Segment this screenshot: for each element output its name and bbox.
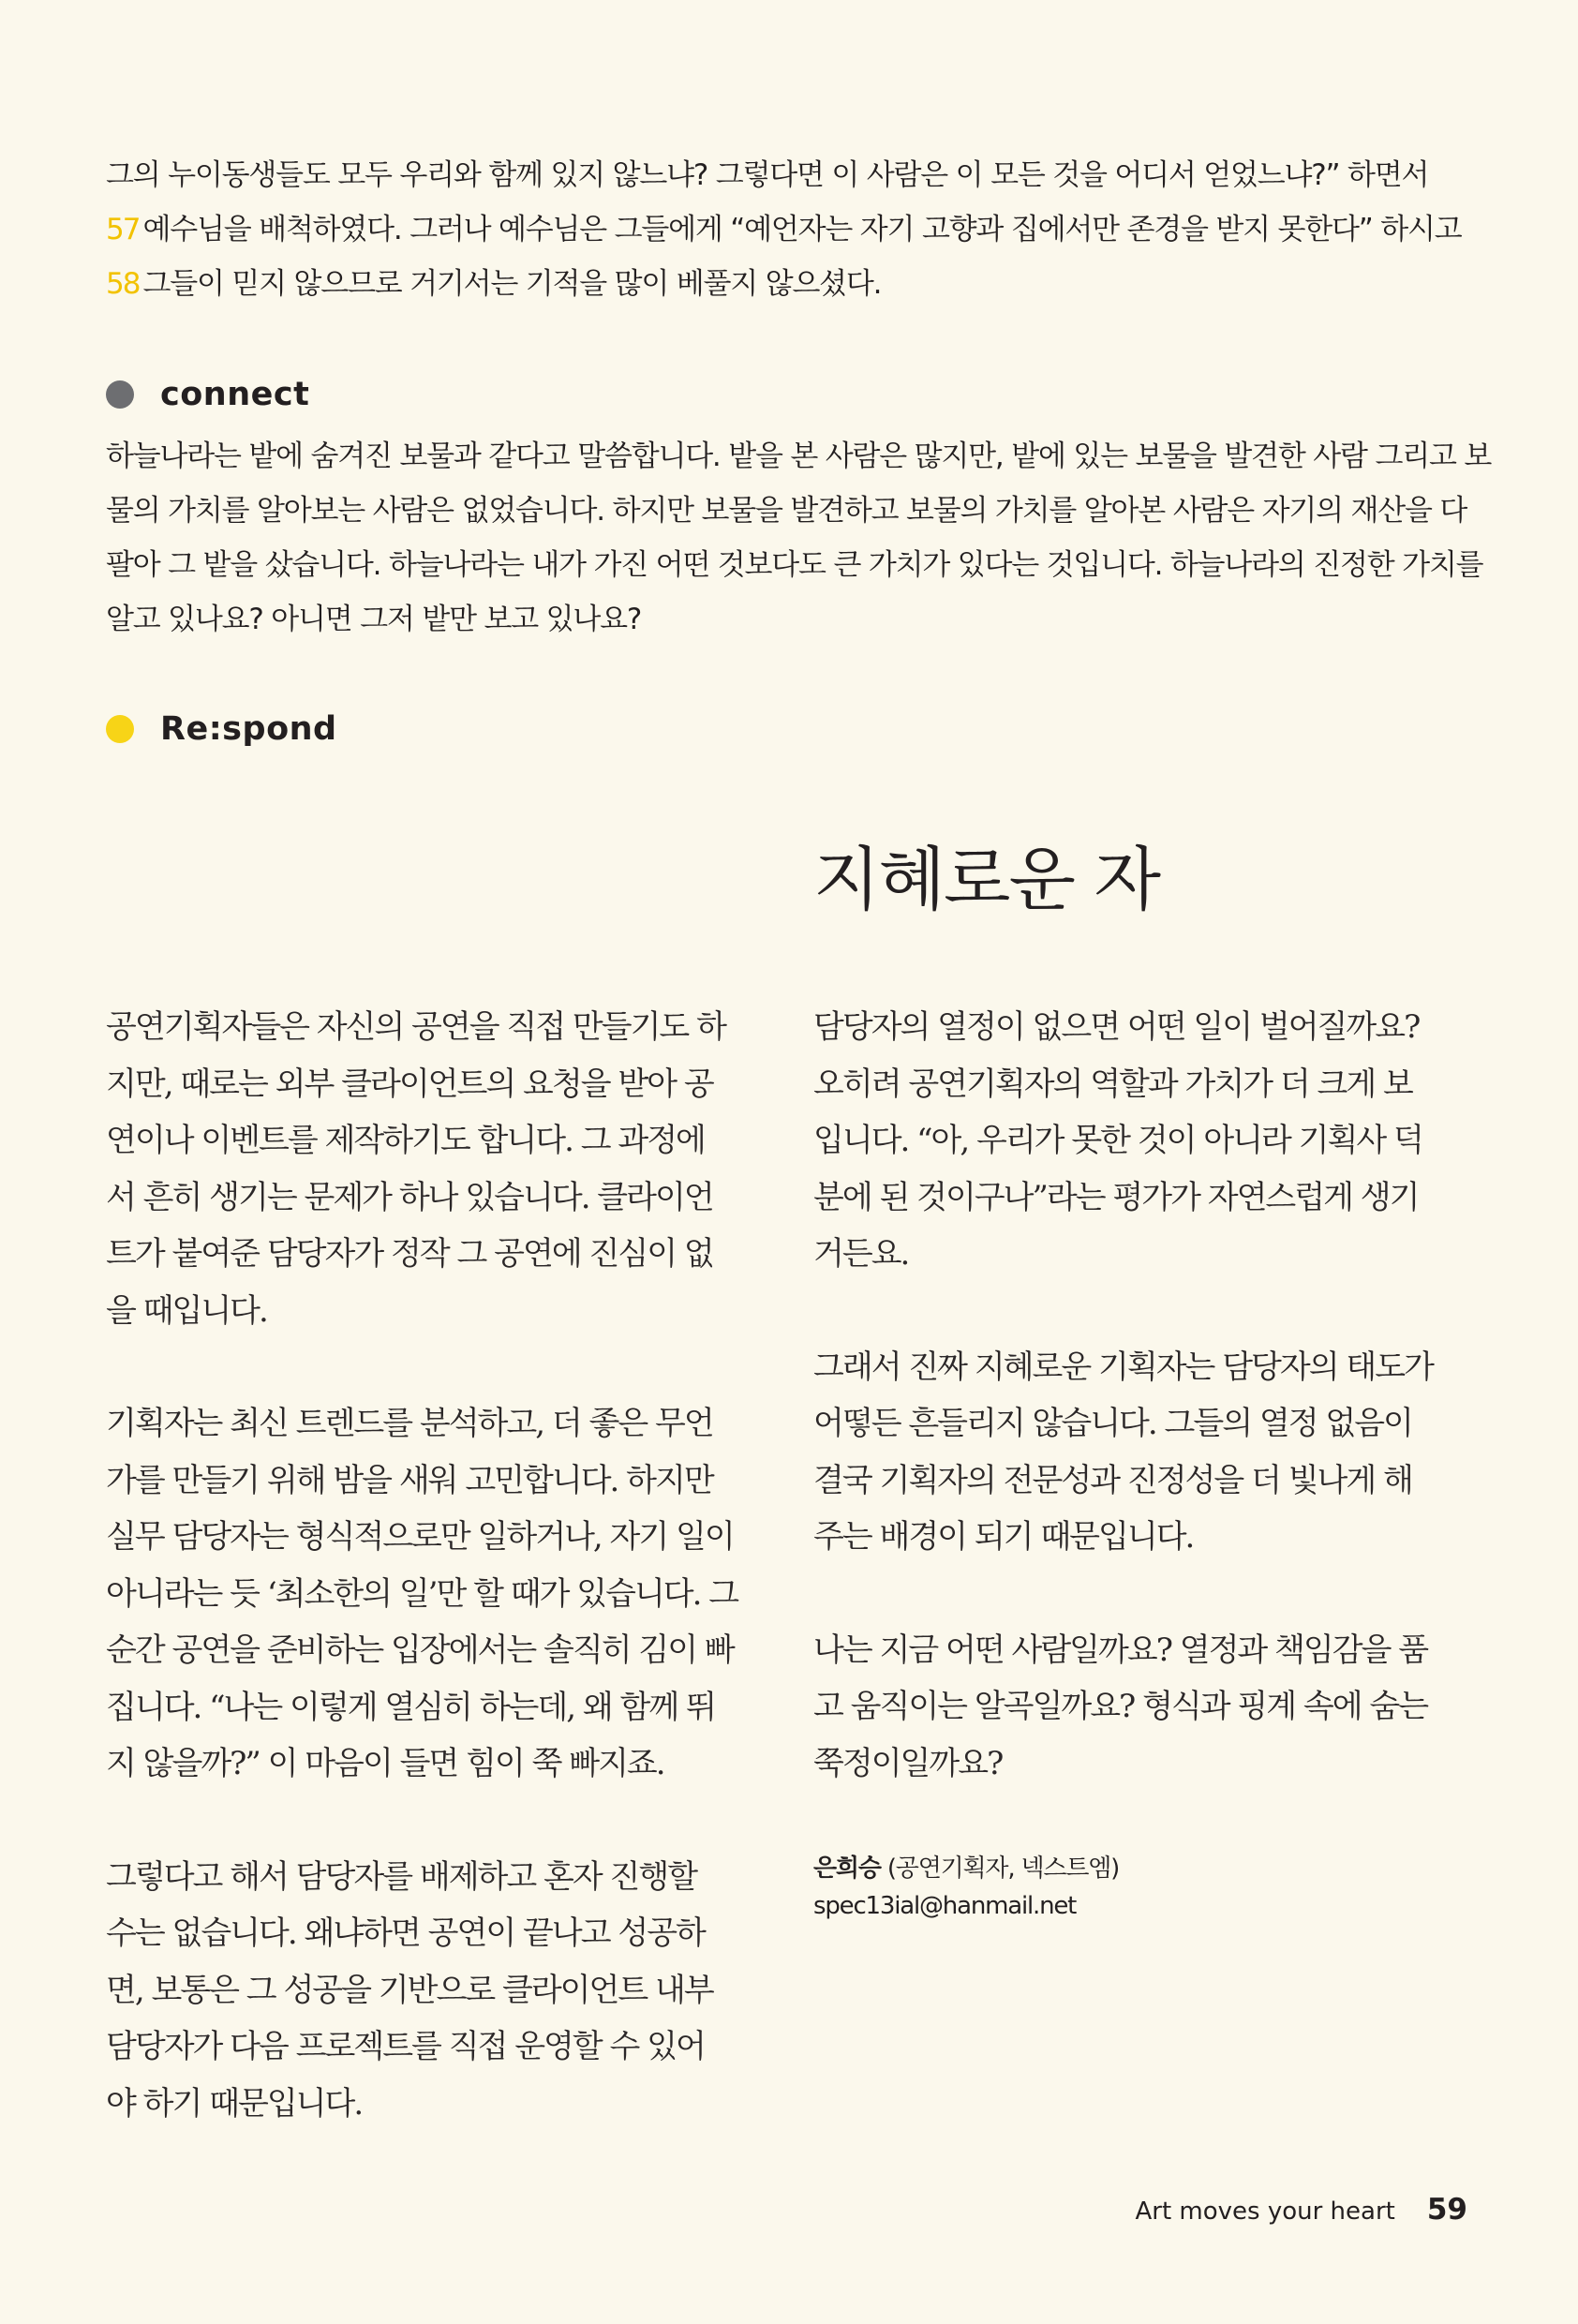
- text-line: 오히려 공연기획자의 역할과 가치가 더 크게 보: [813, 1065, 1412, 1103]
- respond-heading: [106, 710, 337, 748]
- verse-line: [106, 148, 1474, 202]
- author-email: spec13ial@hanmail.net: [813, 1892, 1077, 1920]
- scripture-passage: [106, 148, 1474, 311]
- connect-line: 알고 있나요? 아니면 그저 밭만 보고 있나요?: [106, 603, 642, 636]
- verse-line: [106, 257, 1474, 311]
- text-line: 고 움직이는 알곡일까요? 형식과 핑계 속에 숨는: [813, 1688, 1428, 1725]
- text-line: 집니다. “나는 이렇게 열심히 하는데, 왜 함께 뛰: [106, 1688, 715, 1726]
- respond-label: Re:spond: [160, 710, 337, 748]
- text-line: 기획자는 최신 트렌드를 분석하고, 더 좋은 무언: [106, 1405, 713, 1442]
- author-role: (공연기획자, 넥스트엠): [886, 1855, 1120, 1883]
- connect-label: connect: [160, 376, 310, 413]
- connect-line: 하늘나라는 밭에 숨겨진 보물과 같다고 말씀합니다. 밭을 본 사람은 많지만, 밭에 있는 보물을 발견한 사람 그리고 보: [106, 439, 1492, 473]
- text-line: 실무 담당자는 형식적으로만 일하거나, 자기 일이: [106, 1518, 734, 1556]
- text-line: 주는 배경이 되기 때문입니다.: [813, 1518, 1194, 1556]
- verse-text: 예수님을 배척하였다. 그러나 예수님은 그들에게 “예언자는 자기 고향과 집에서만 존경을 받지 못한다” 하시고: [142, 213, 1462, 246]
- text-line: 지 않을까?” 이 마음이 들면 힘이 쭉 빠지죠.: [106, 1745, 664, 1782]
- verse-text: 그들이 믿지 않으므로 거기서는 기적을 많이 베풀지 않으셨다.: [142, 267, 882, 301]
- text-line: 쭉정이일까요?: [813, 1744, 1003, 1782]
- text-line: 트가 붙여준 담당자가 정작 그 공연에 진심이 없: [106, 1235, 713, 1273]
- yellow-bullet-icon: [106, 715, 134, 743]
- paragraph: [106, 999, 762, 1339]
- connect-heading: [106, 376, 309, 413]
- text-line: 그렇다고 해서 담당자를 배제하고 혼자 진행할: [106, 1857, 697, 1896]
- text-line: 분에 된 것이구나”라는 평가가 자연스럽게 생기: [813, 1178, 1419, 1216]
- page-footer: [1135, 2193, 1467, 2227]
- author-name: 은희승: [813, 1855, 881, 1883]
- connect-line: 물의 가치를 알아보는 사람은 없었습니다. 하지만 보물을 발견하고 보물의 가치를 알아본 사람은 자기의 재산을 다: [106, 494, 1467, 528]
- gray-bullet-icon: [106, 380, 134, 409]
- text-line: 입니다. “아, 우리가 못한 것이 아니라 기획사 덕: [813, 1122, 1422, 1159]
- text-line: 을 때입니다.: [106, 1291, 267, 1330]
- text-line: 결국 기획자의 전문성과 진정성을 더 빛나게 해: [813, 1461, 1412, 1499]
- author-credit: [813, 1850, 1469, 1925]
- text-line: 면, 보통은 그 성공을 기반으로 클라이언트 내부: [106, 1971, 713, 2009]
- paragraph: [813, 999, 1469, 1283]
- connect-body: [106, 429, 1492, 647]
- text-line: 나는 지금 어떤 사람일까요? 열정과 책임감을 품: [813, 1631, 1428, 1669]
- text-line: 야 하기 때문입니다.: [106, 2084, 363, 2123]
- text-line: 가를 만들기 위해 밤을 새워 고민합니다. 하지만: [106, 1461, 713, 1499]
- article-left-column: [106, 999, 762, 2132]
- text-line: 어떻든 흔들리지 않습니다. 그들의 열정 없음이: [813, 1405, 1412, 1442]
- paragraph: [813, 1622, 1469, 1793]
- text-line: 담당자의 열정이 없으면 어떤 일이 벌어질까요?: [813, 1008, 1420, 1046]
- verse-line: [106, 202, 1474, 257]
- text-line: 담당자가 다음 프로젝트를 직접 운영할 수 있어: [106, 2028, 705, 2065]
- verse-text: 그의 누이동생들도 모두 우리와 함께 있지 않느냐? 그렇다면 이 사람은 이 모든 것을 어디서 얻었느냐?” 하면서: [106, 158, 1429, 192]
- connect-line: 팔아 그 밭을 샀습니다. 하늘나라는 내가 가진 어떤 것보다도 큰 가치가 있다는 것입니다. 하늘나라의 진정한 가치를: [106, 548, 1483, 582]
- text-line: 공연기획자들은 자신의 공연을 직접 만들기도 하: [106, 1008, 725, 1046]
- article-title: 지혜로운 자: [813, 840, 1159, 920]
- article-right-column: [813, 999, 1469, 1925]
- paragraph: [106, 1395, 762, 1793]
- text-line: 지만, 때로는 외부 클라이언트의 요청을 받아 공: [106, 1065, 713, 1103]
- text-line: 그래서 진짜 지혜로운 기획자는 담당자의 태도가: [813, 1348, 1433, 1386]
- text-line: 거든요.: [813, 1235, 909, 1273]
- text-line: 연이나 이벤트를 제작하기도 합니다. 그 과정에: [106, 1122, 705, 1159]
- text-line: 순간 공연을 준비하는 입장에서는 솔직히 김이 빠: [106, 1631, 734, 1669]
- text-line: 아니라는 듯 ‘최소한의 일’만 할 때가 있습니다. 그: [106, 1574, 738, 1613]
- verse-number: 57: [106, 213, 140, 246]
- verse-number: 58: [106, 267, 140, 301]
- footer-tagline: Art moves your heart: [1135, 2197, 1395, 2226]
- page-number: 59: [1426, 2193, 1467, 2227]
- text-line: 서 흔히 생기는 문제가 하나 있습니다. 클라이언: [106, 1178, 713, 1216]
- paragraph: [813, 1339, 1469, 1566]
- paragraph: [106, 1849, 762, 2133]
- text-line: 수는 없습니다. 왜냐하면 공연이 끝나고 성공하: [106, 1914, 705, 1952]
